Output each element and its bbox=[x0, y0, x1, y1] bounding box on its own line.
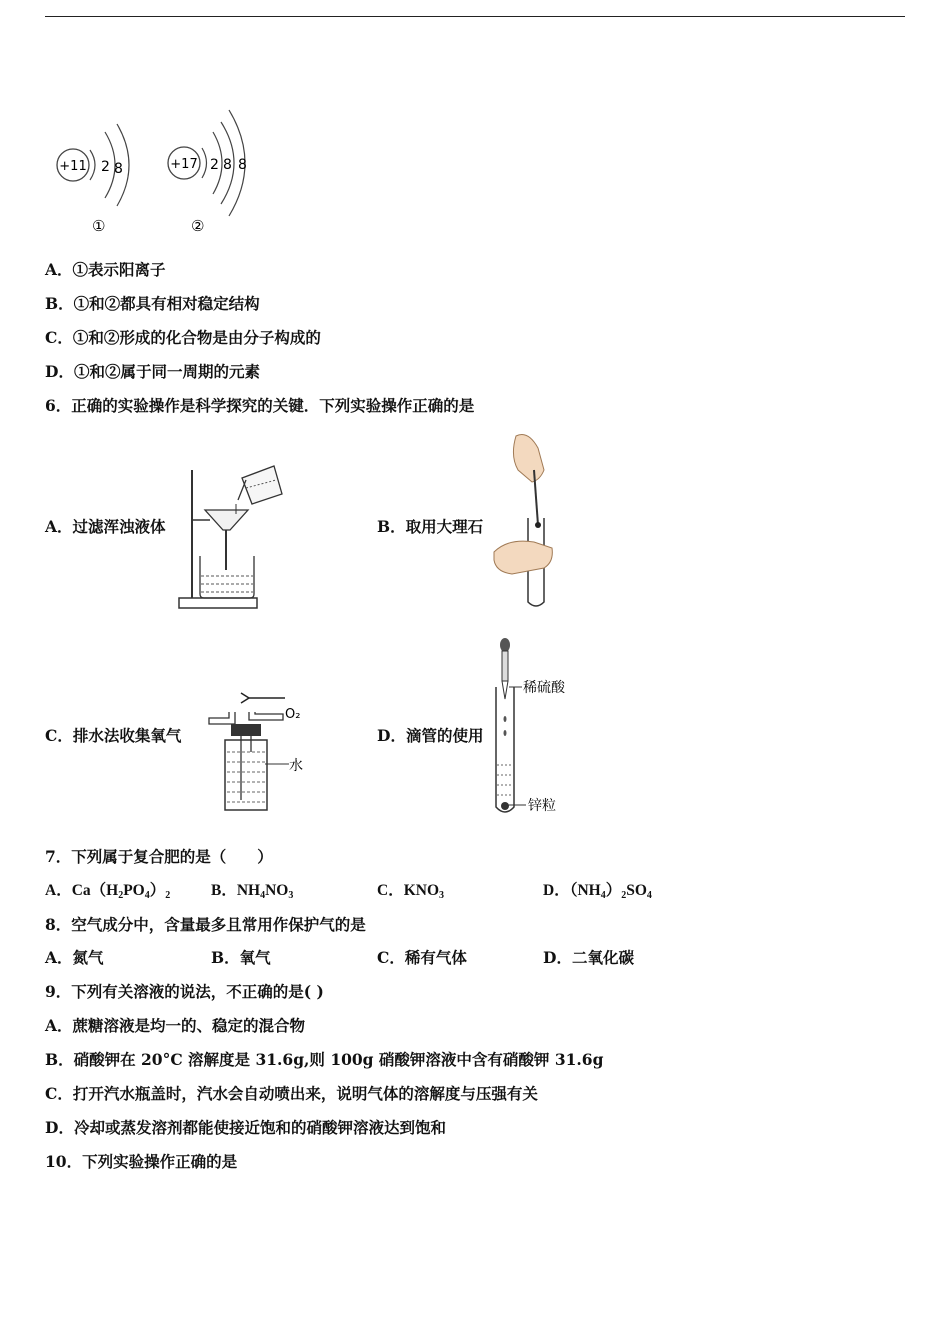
marble-tube-figure bbox=[488, 430, 563, 615]
acid-label: 稀硫酸 bbox=[523, 680, 565, 696]
atom-structure-diagram bbox=[45, 100, 265, 240]
nucleus-1-label: +11 bbox=[59, 159, 87, 174]
q5-option-c: C．①和②形成的化合物是由分子构成的 bbox=[45, 328, 321, 347]
dropper-figure bbox=[490, 635, 580, 820]
q5-option-a: A．①表示阳离子 bbox=[45, 260, 166, 279]
q6-option-a: A．过滤浑浊液体 bbox=[45, 517, 166, 536]
q8-option-b: B．氧气 bbox=[211, 948, 271, 967]
shell-2c: 8 bbox=[238, 157, 247, 173]
q10-stem: 10．下列实验操作正确的是 bbox=[45, 1152, 238, 1171]
water-label: 水 bbox=[289, 758, 303, 774]
q9-option-a: A．蔗糖溶液是均一的、稳定的混合物 bbox=[45, 1016, 306, 1035]
q6-option-d: D．滴管的使用 bbox=[377, 726, 484, 745]
q6-option-b: B．取用大理石 bbox=[377, 517, 484, 536]
header-rule bbox=[45, 16, 905, 17]
q9-option-c: C．打开汽水瓶盖时，汽水会自动喷出来，说明气体的溶解度与压强有关 bbox=[45, 1084, 538, 1103]
q9-option-d: D．冷却或蒸发溶剂都能使接近饱和的硝酸钾溶液达到饱和 bbox=[45, 1118, 446, 1137]
q6-stem: 6．正确的实验操作是科学探究的关键．下列实验操作正确的是 bbox=[45, 396, 475, 415]
q8-option-a: A．氮气 bbox=[45, 948, 104, 967]
q5-option-d: D．①和②属于同一周期的元素 bbox=[45, 362, 260, 381]
q9-stem: 9．下列有关溶液的说法，不正确的是( ) bbox=[45, 982, 324, 1001]
circled-1: ① bbox=[92, 217, 106, 235]
q7-option-a: A．$Ca(H_2PO_4)_2$ bbox=[45, 882, 171, 901]
shell-1a: 2 bbox=[101, 159, 110, 175]
shell-2a: 2 bbox=[210, 157, 219, 173]
filtration-figure bbox=[170, 458, 290, 613]
nucleus-2-label: +17 bbox=[170, 157, 198, 172]
gas-collection-figure bbox=[205, 690, 315, 820]
q8-stem: 8．空气成分中，含量最多且常用作保护气的是 bbox=[45, 915, 366, 934]
q9-option-b: B．硝酸钾在 20°C 溶解度是 31.6g,则 100g 硝酸钾溶液中含有硝酸钾 31.6g bbox=[45, 1050, 604, 1069]
q7-option-d: D．$(NH_4)_2SO_4$ bbox=[543, 882, 652, 901]
q8-option-c: C．稀有气体 bbox=[377, 948, 467, 967]
q7-option-c: C．$KNO_3$ bbox=[377, 882, 445, 901]
q7-stem: 7．下列属于复合肥的是（ ） bbox=[45, 847, 273, 866]
q7-option-b: B．$NH_4NO_3$ bbox=[211, 882, 294, 901]
o2-label: O₂ bbox=[285, 707, 301, 722]
shell-1b: 8 bbox=[114, 161, 123, 177]
q6-option-c: C．排水法收集氧气 bbox=[45, 726, 182, 745]
circled-2: ② bbox=[191, 217, 205, 235]
q8-option-d: D．二氧化碳 bbox=[543, 948, 634, 967]
q5-option-b: B．①和②都具有相对稳定结构 bbox=[45, 294, 260, 313]
shell-2b: 8 bbox=[223, 157, 232, 173]
zinc-label: 锌粒 bbox=[528, 798, 556, 814]
